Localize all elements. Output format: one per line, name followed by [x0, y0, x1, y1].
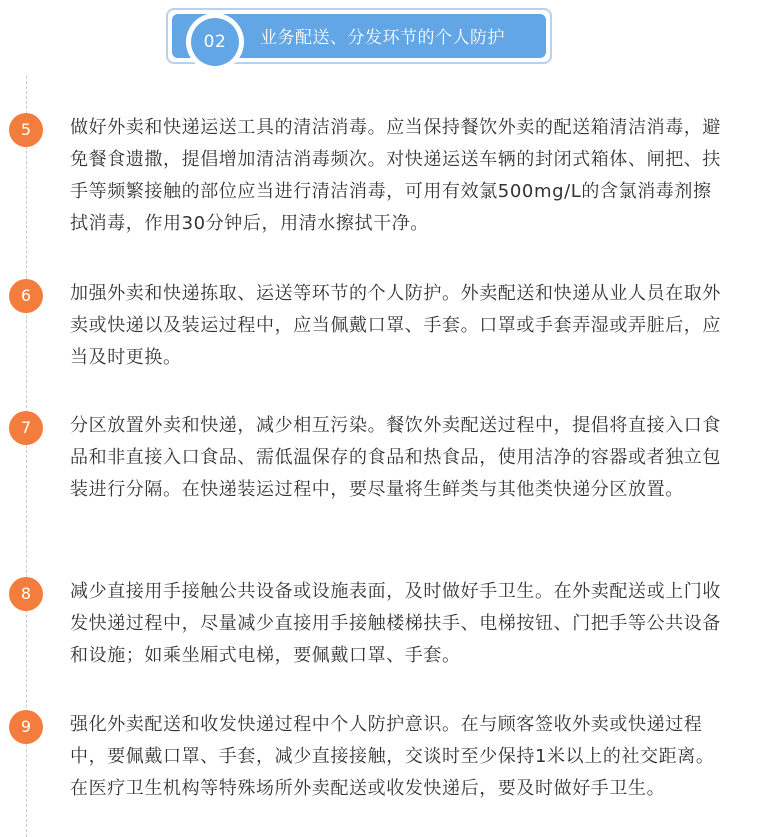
item-text: 加强外卖和快递拣取、运送等环节的个人防护。外卖配送和快递从业人员在取外卖或快递以及装运过程中，应当佩戴口罩、手套。口罩或手套弄湿或弄脏后，应当及时更换。	[70, 283, 721, 368]
section-number: 02	[191, 18, 239, 66]
item-text: 分区放置外卖和快递，减少相互污染。餐饮外卖配送过程中，提倡将直接入口食品和非直接入口食品、需低温保存的食品和热食品，使用洁净的容器或者独立包装进行分隔。在快递装运过程中，要尽量将生鲜类与其他类快递分区放置。	[70, 415, 721, 500]
section-header-bar	[172, 14, 546, 58]
section-number-ring	[186, 13, 244, 71]
item-number-badge: 6	[9, 279, 43, 313]
item-text: 做好外卖和快递运送工具的清洁消毒。应当保持餐饮外卖的配送箱清洁消毒，避免餐食遗撒，提倡增加清洁消毒频次。对快递运送车辆的封闭式箱体、闸把、扶手等频繁接触的部位应当进行清洁消毒，可用有效氯500mg/L的含氯消毒剂擦拭消毒，作用30分钟后，用清水擦拭干净。	[70, 117, 721, 234]
item-number-badge: 7	[9, 411, 43, 445]
section-title: 业务配送、分发环节的个人防护	[260, 28, 505, 48]
section-header	[166, 8, 552, 64]
item-text: 减少直接用手接触公共设备或设施表面，及时做好手卫生。在外卖配送或上门收发快递过程中，尽量减少直接用手接触楼梯扶手、电梯按钮、门把手等公共设备和设施；如乘坐厢式电梯，要佩戴口罩、手套。	[70, 581, 721, 666]
item-number-badge: 5	[9, 113, 43, 147]
item-number-badge: 9	[9, 710, 43, 744]
item-number-badge: 8	[9, 577, 43, 611]
item-text: 强化外卖配送和收发快递过程中个人防护意识。在与顾客签收外卖或快递过程中，要佩戴口罩、手套，减少直接接触，交谈时至少保持1米以上的社交距离。在医疗卫生机构等特殊场所外卖配送或收发快递后，要及时做好手卫生。	[70, 714, 715, 799]
